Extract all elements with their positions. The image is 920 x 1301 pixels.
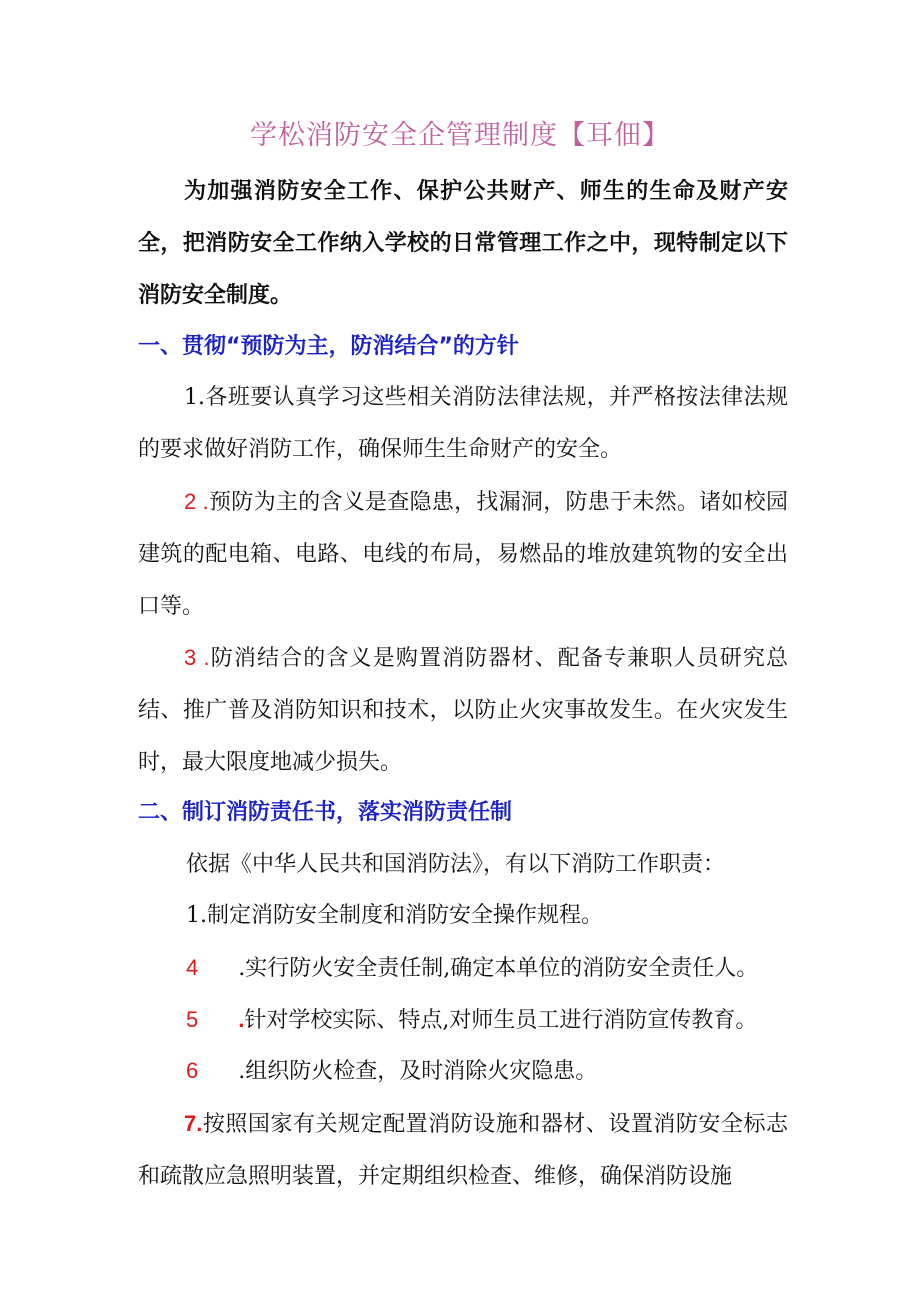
section1-item-2-number: 2 .	[184, 489, 209, 514]
section2-item-4-number: 4	[186, 955, 199, 980]
section2-item-7-text: 按照国家有关规定配置消防设施和器材、设置消防安全标志和疏散应急照明装置，并定期组织检查、维修，确保消防设施	[138, 1112, 788, 1189]
section2-item-6-text: .组织防火检查，及时消除火灾隐患。	[238, 1059, 598, 1084]
section2-item-1: 1.制定消防安全制度和消防安全操作规程。	[186, 903, 603, 928]
section1-item-3	[138, 632, 788, 789]
document-title: 学松消防安全企管理制度【耳佃】	[250, 120, 670, 151]
section2-item-7-number: 7.	[184, 1111, 203, 1136]
section2-item-7	[138, 1098, 788, 1203]
section1-item-3-text: 防消结合的含义是购置消防器材、配备专兼职人员研究总结、推广普及消防知识和技术，以防止火灾事故发生。在火灾发生时，最大限度地减少损失。	[138, 646, 788, 775]
intro-paragraph: 为加强消防安全工作、保护公共财产、师生的生命及财产安全，把消防安全工作纳入学校的日常管理工作之中，现特制定以下消防安全制度。	[138, 179, 788, 308]
section1-item-2-text: 预防为主的含义是查隐患，找漏洞，防患于未然。诸如校园建筑的配电箱、电路、电线的布局，易燃品的堆放建筑物的安全出口等。	[138, 490, 788, 619]
section2-heading: 二、制订消防责任书，落实消防责任制	[138, 800, 513, 825]
section2-item-6	[186, 1051, 846, 1092]
section2-item-5-dot: .	[238, 1007, 245, 1032]
section2-item-6-number: 6	[186, 1058, 199, 1083]
section2-lead: 依据《中华人民共和国消防法》，有以下消防工作职责：	[186, 852, 726, 877]
section1-item-2	[138, 476, 788, 633]
section2-item-4-text: .实行防火安全责任制,确定本单位的消防安全责任人。	[238, 956, 759, 981]
section1-item-1: 1.各班要认真学习这些相关消防法律法规，并严格按法律法规的要求做好消防工作，确保师生生命财产的安全。	[138, 385, 788, 462]
section2-item-5-number: 5	[186, 1007, 199, 1032]
section1-heading: 一、贯彻“预防为主，防消结合”的方针	[138, 334, 519, 359]
section2-item-4	[186, 948, 846, 989]
section1-item-3-number: 3 .	[184, 645, 210, 670]
section2-item-5	[186, 1000, 846, 1041]
section2-item-5-text: 针对学校实际、特点,对师生员工进行消防宣传教育。	[244, 1008, 758, 1033]
